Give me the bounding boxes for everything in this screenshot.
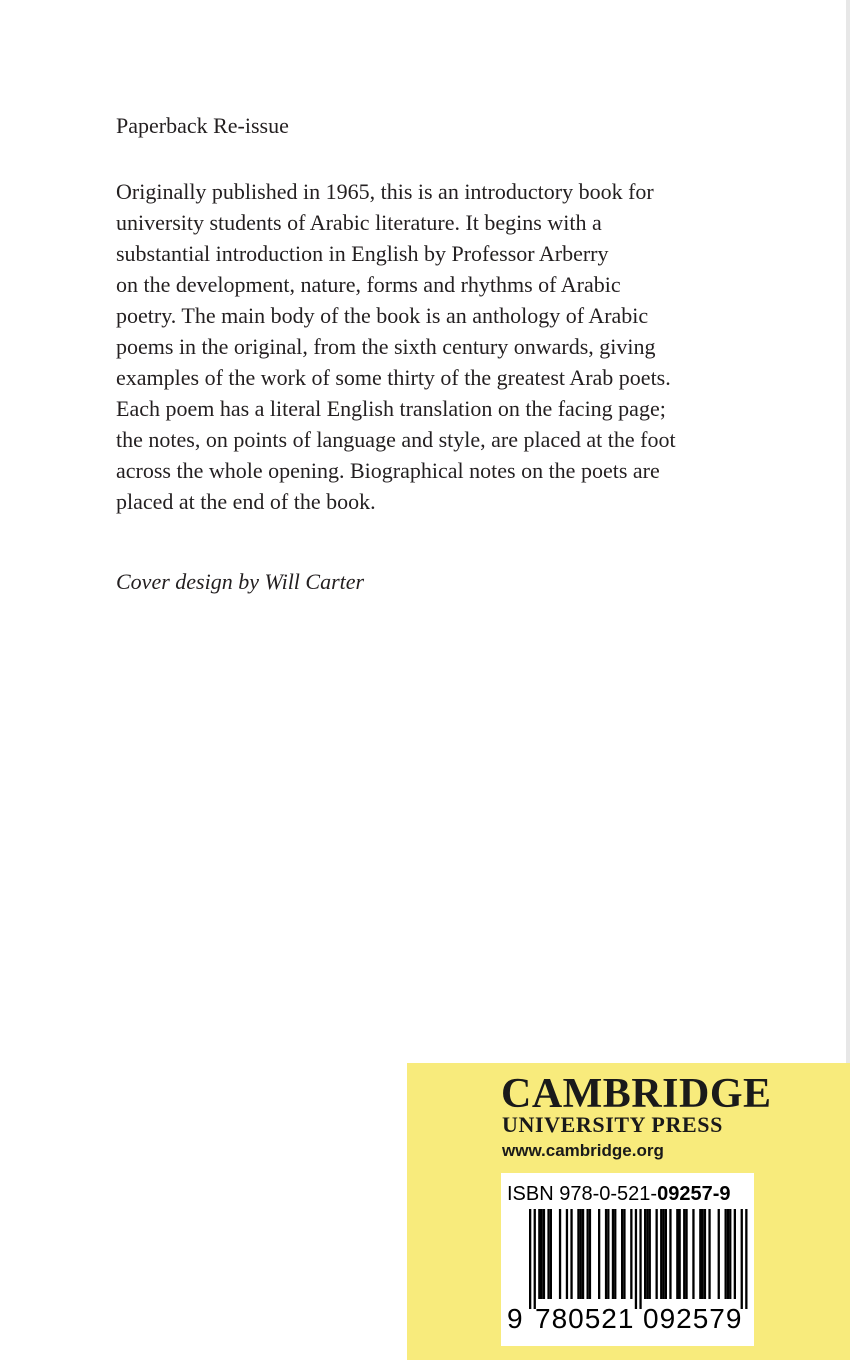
barcode-bar bbox=[676, 1209, 678, 1299]
isbn-label bbox=[507, 1182, 730, 1206]
barcode-bar bbox=[623, 1209, 625, 1299]
barcode-bar bbox=[577, 1209, 579, 1299]
barcode-digits bbox=[501, 1299, 754, 1339]
barcode-bar bbox=[704, 1209, 706, 1299]
barcode-bar bbox=[607, 1209, 609, 1299]
barcode-bar bbox=[570, 1209, 572, 1299]
barcode-bar bbox=[665, 1209, 667, 1299]
barcode-bar bbox=[580, 1209, 582, 1299]
barcode-bar bbox=[635, 1209, 637, 1309]
barcode-bar bbox=[538, 1209, 540, 1299]
cover-design-credit: Cover design by Will Carter bbox=[116, 569, 365, 594]
barcode-bar bbox=[679, 1209, 681, 1299]
edition-note: Paperback Re-issue bbox=[116, 113, 289, 138]
barcode-bar bbox=[692, 1209, 694, 1299]
description-line: substantial introduction in English by Professor Arberry bbox=[116, 241, 609, 266]
barcode-bar bbox=[547, 1209, 549, 1299]
barcode-bar bbox=[725, 1209, 727, 1299]
barcode-bar bbox=[734, 1209, 736, 1299]
barcode-bar bbox=[543, 1209, 545, 1299]
barcode-right-digits: 092579 bbox=[643, 1303, 743, 1334]
description-line: Each poem has a literal English translation on the facing page; bbox=[116, 396, 666, 421]
isbn-prefix: ISBN 978-0-521- bbox=[507, 1183, 658, 1205]
barcode-bar bbox=[644, 1209, 646, 1299]
barcode-bar bbox=[550, 1209, 552, 1299]
isbn-barcode-block bbox=[501, 1173, 754, 1346]
barcode-bar bbox=[708, 1209, 710, 1299]
barcode-bar bbox=[727, 1209, 729, 1299]
barcode-icon bbox=[501, 1209, 754, 1309]
publisher-logo-name: CAMBRIDGE bbox=[501, 1071, 772, 1117]
publisher-panel bbox=[407, 1063, 850, 1360]
barcode-bar bbox=[621, 1209, 623, 1299]
barcode-bar bbox=[729, 1209, 731, 1299]
isbn-check-part: 09257-9 bbox=[657, 1183, 731, 1205]
barcode-bar bbox=[534, 1209, 536, 1309]
barcode-bar bbox=[745, 1209, 747, 1309]
book-description bbox=[116, 176, 756, 517]
barcode-bar bbox=[559, 1209, 561, 1299]
description-line: across the whole opening. Biographical notes on the poets are bbox=[116, 458, 660, 483]
barcode-bar bbox=[646, 1209, 648, 1299]
barcode-bar bbox=[662, 1209, 664, 1299]
barcode-bar bbox=[566, 1209, 568, 1299]
barcode-bar bbox=[582, 1209, 584, 1299]
barcode-bar bbox=[649, 1209, 651, 1299]
barcode-left-digits: 780521 bbox=[535, 1303, 635, 1334]
barcode-bar bbox=[529, 1209, 531, 1309]
barcode-bar bbox=[541, 1209, 543, 1299]
description-line: poetry. The main body of the book is an anthology of Arabic bbox=[116, 303, 649, 328]
barcode-bar bbox=[605, 1209, 607, 1299]
description-line: the notes, on points of language and style, are placed at the foot bbox=[116, 427, 676, 452]
barcode-bar bbox=[630, 1209, 632, 1299]
barcode-bar bbox=[612, 1209, 614, 1299]
publisher-website: www.cambridge.org bbox=[502, 1141, 664, 1160]
description-line: on the development, nature, forms and rhythms of Arabic bbox=[116, 272, 621, 297]
description-line: poems in the original, from the sixth century onwards, giving bbox=[116, 334, 656, 359]
barcode-bar bbox=[699, 1209, 701, 1299]
barcode-lead-digit: 9 bbox=[507, 1303, 523, 1334]
barcode-bar bbox=[660, 1209, 662, 1299]
description-line: university students of Arabic literature. It begins with a bbox=[116, 210, 602, 235]
description-line: Originally published in 1965, this is an introductory book for bbox=[116, 179, 654, 204]
barcode-bar bbox=[718, 1209, 720, 1299]
barcode-bar bbox=[656, 1209, 658, 1299]
barcode-bar bbox=[587, 1209, 589, 1299]
barcode-bar bbox=[702, 1209, 704, 1299]
barcode-bar bbox=[685, 1209, 687, 1299]
barcode-bar bbox=[669, 1209, 671, 1299]
description-line: examples of the work of some thirty of the greatest Arab poets. bbox=[116, 365, 671, 390]
publisher-logo-subtitle: UNIVERSITY PRESS bbox=[502, 1112, 723, 1137]
barcode-bar bbox=[614, 1209, 616, 1299]
barcode-bar bbox=[589, 1209, 591, 1299]
barcode-bar bbox=[683, 1209, 685, 1299]
barcode-bar bbox=[741, 1209, 743, 1309]
barcode-bar bbox=[598, 1209, 600, 1299]
barcode-bar bbox=[639, 1209, 641, 1309]
description-line: placed at the end of the book. bbox=[116, 489, 376, 514]
